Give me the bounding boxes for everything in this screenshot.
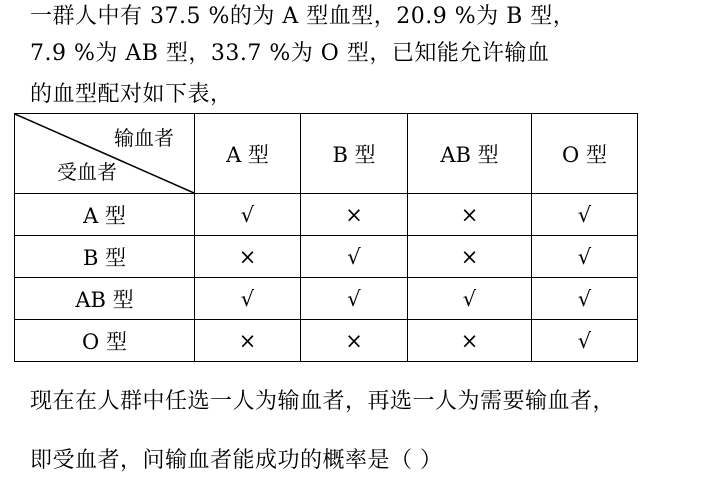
compat-mark: × xyxy=(301,320,408,362)
question-line-1: 现在在人群中任选一人为输血者，再选一人为需要输血者， xyxy=(30,389,616,414)
compat-mark: √ xyxy=(532,278,638,320)
intro-line-2: 7.9 %为 AB 型，33.7 %为 O 型，已知能允许输血 xyxy=(30,41,550,66)
recipient-type-label: O 型 xyxy=(15,320,195,362)
compat-mark: √ xyxy=(532,320,638,362)
compat-mark: √ xyxy=(301,278,408,320)
compat-mark: × xyxy=(408,194,532,236)
donor-type-b: B 型 xyxy=(301,114,408,194)
compat-mark: √ xyxy=(195,194,301,236)
compat-mark: √ xyxy=(408,278,532,320)
table-row xyxy=(15,236,638,278)
donor-type-a: A 型 xyxy=(195,114,301,194)
compat-mark: × xyxy=(195,320,301,362)
compat-mark: × xyxy=(195,236,301,278)
question-line-2: 即受血者，问输血者能成功的概率是（ ） xyxy=(30,448,443,473)
intro-line-3: 的血型配对如下表， xyxy=(30,82,233,107)
recipient-type-label: B 型 xyxy=(15,236,195,278)
table-header-row xyxy=(15,114,638,194)
intro-line-1: 一群人中有 37.5 %的为 A 型血型，20.9 %为 B 型， xyxy=(30,4,576,29)
corner-diagonal-cell xyxy=(15,114,195,194)
compat-mark: √ xyxy=(532,194,638,236)
table-row xyxy=(15,278,638,320)
compat-mark: × xyxy=(408,236,532,278)
compat-mark: √ xyxy=(301,236,408,278)
compat-mark: × xyxy=(301,194,408,236)
table-row xyxy=(15,320,638,362)
donor-type-ab: AB 型 xyxy=(408,114,532,194)
table-row xyxy=(15,194,638,236)
donor-header-label: 输血者 xyxy=(114,126,174,150)
blood-type-table xyxy=(14,113,638,362)
recipient-type-label: AB 型 xyxy=(15,278,195,320)
recipient-type-label: A 型 xyxy=(15,194,195,236)
compat-mark: √ xyxy=(195,278,301,320)
compat-mark: √ xyxy=(532,236,638,278)
donor-type-o: O 型 xyxy=(532,114,638,194)
recipient-header-label: 受血者 xyxy=(57,160,117,184)
compat-mark: × xyxy=(408,320,532,362)
